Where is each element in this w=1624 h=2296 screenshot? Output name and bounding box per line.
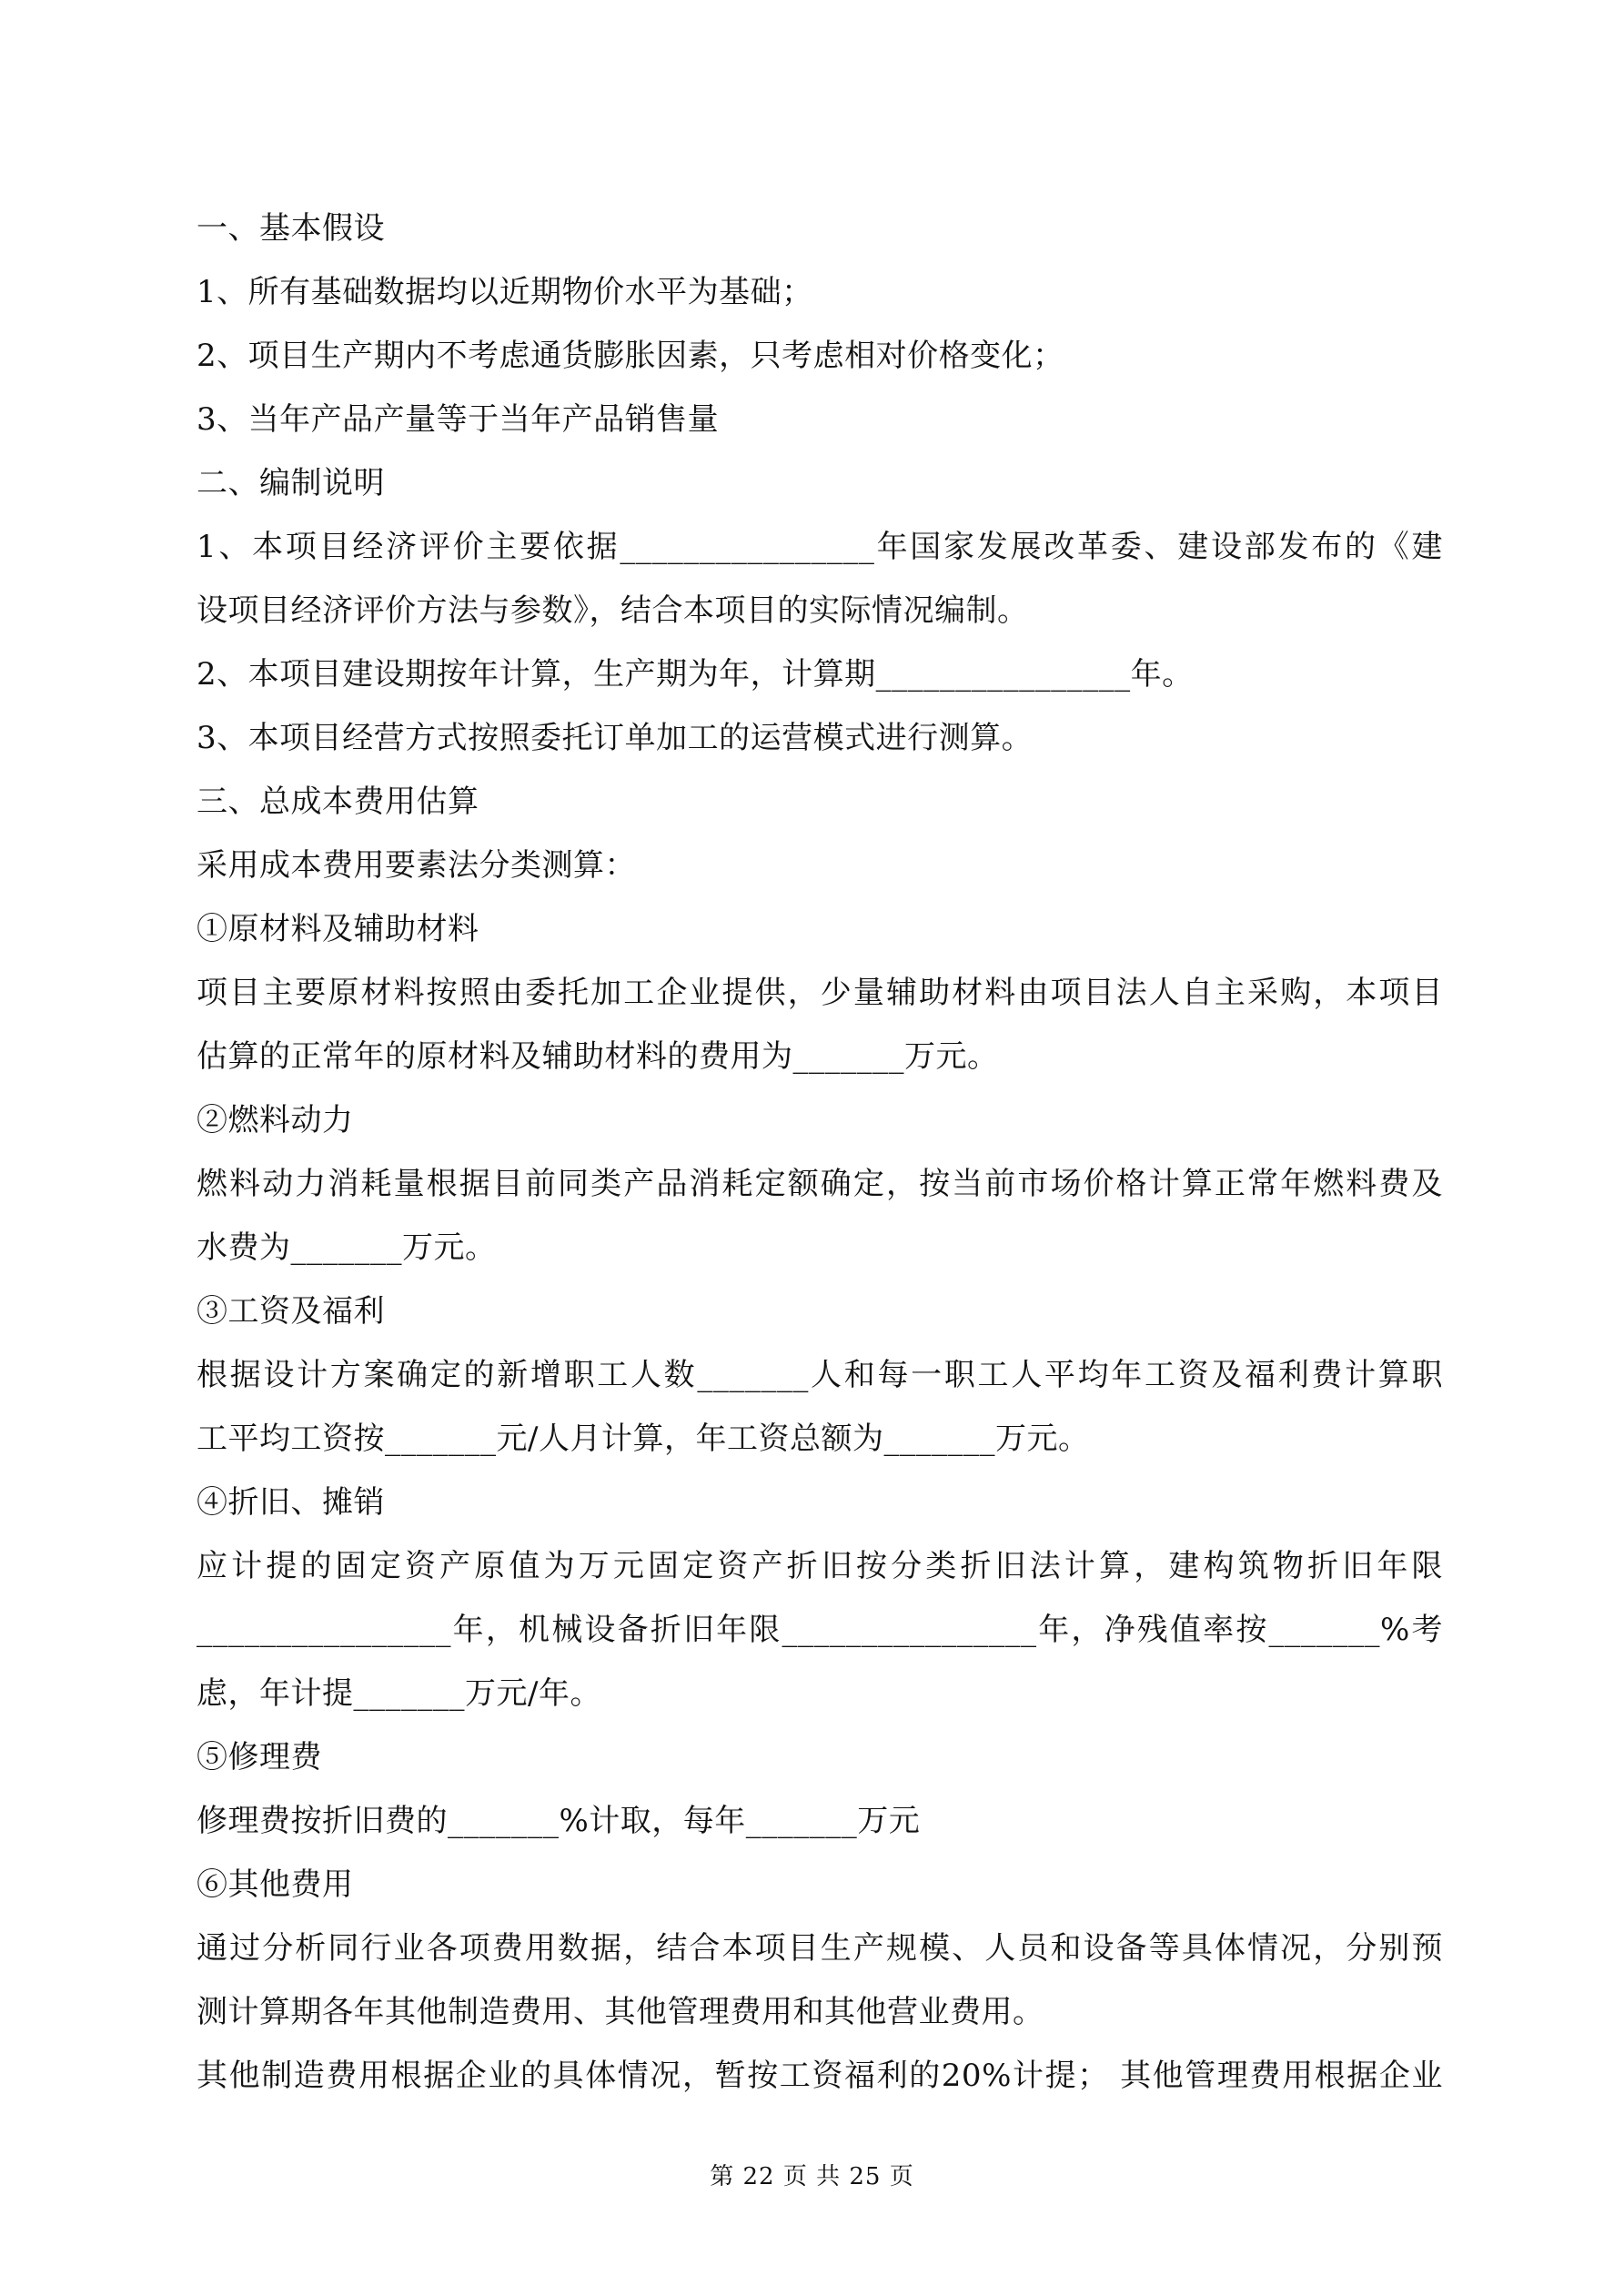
subheading-other-costs: ⑥其他费用 [197, 1866, 354, 1903]
section-heading-total-cost: 三、总成本费用估算 [197, 784, 479, 820]
paragraph-line: 测计算期各年其他制造费用、其他管理费用和其他营业费用。 [197, 1994, 1044, 2030]
paragraph-line: 燃料动力消耗量根据目前同类产品消耗定额确定，按当前市场价格计算正常年燃料费及 [197, 1166, 1443, 1202]
paragraph-line: 其他制造费用根据企业的具体情况，暂按工资福利的20%计提； 其他管理费用根据企业 [197, 2058, 1443, 2094]
paragraph-line: 设项目经济评价方法与参数》，结合本项目的实际情况编制。 [197, 592, 1029, 629]
paragraph-line: 采用成本费用要素法分类测算： [197, 847, 636, 884]
paragraph-line: 虑，年计提_______万元/年。 [197, 1675, 601, 1712]
paragraph-line: 2、本项目建设期按年计算，生产期为年，计算期________________年。 [197, 656, 1194, 693]
paragraph-line: 工平均工资按_______元/人月计算，年工资总额为_______万元。 [197, 1421, 1090, 1457]
paragraph-line: 估算的正常年的原材料及辅助材料的费用为_______万元。 [197, 1038, 999, 1075]
paragraph-line: 3、本项目经营方式按照委托订单加工的运营模式进行测算。 [197, 720, 1034, 756]
page-number-footer: 第 22 页 共 25 页 [710, 2163, 914, 2190]
paragraph-line: 项目主要原材料按照由委托加工企业提供，少量辅助材料由项目法人自主采购，本项目 [197, 975, 1443, 1011]
paragraph-line: 应计提的固定资产原值为万元固定资产折旧按分类折旧法计算，建构筑物折旧年限 [197, 1548, 1443, 1584]
subheading-repair: ⑤修理费 [197, 1739, 322, 1775]
section-heading-basic-assumptions: 一、基本假设 [197, 210, 385, 247]
paragraph-line: 水费为_______万元。 [197, 1229, 497, 1266]
subheading-raw-materials: ①原材料及辅助材料 [197, 911, 479, 947]
paragraph-line: 1、所有基础数据均以近期物价水平为基础； [197, 274, 813, 310]
subheading-depreciation: ④折旧、摊销 [197, 1484, 385, 1521]
paragraph-line: ________________年，机械设备折旧年限________________年，净残值率按_______%考 [197, 1612, 1443, 1648]
document-body [197, 197, 1443, 2108]
paragraph-line: 3、当年产品产量等于当年产品销售量 [197, 401, 720, 438]
paragraph-line: 通过分析同行业各项费用数据，结合本项目生产规模、人员和设备等具体情况，分别预 [197, 1930, 1443, 1967]
paragraph-line: 1、本项目经济评价主要依据________________年国家发展改革委、建设部发布的《建 [197, 529, 1443, 565]
paragraph-line: 根据设计方案确定的新增职工人数_______人和每一职工人平均年工资及福利费计算职 [197, 1357, 1443, 1393]
paragraph-line: 2、项目生产期内不考虑通货膨胀因素，只考虑相对价格变化； [197, 338, 1064, 374]
section-heading-compilation-notes: 二、编制说明 [197, 465, 385, 501]
subheading-fuel-power: ②燃料动力 [197, 1102, 354, 1138]
paragraph-line: 修理费按折旧费的_______%计取，每年_______万元 [197, 1803, 921, 1839]
subheading-wages-welfare: ③工资及福利 [197, 1293, 385, 1330]
